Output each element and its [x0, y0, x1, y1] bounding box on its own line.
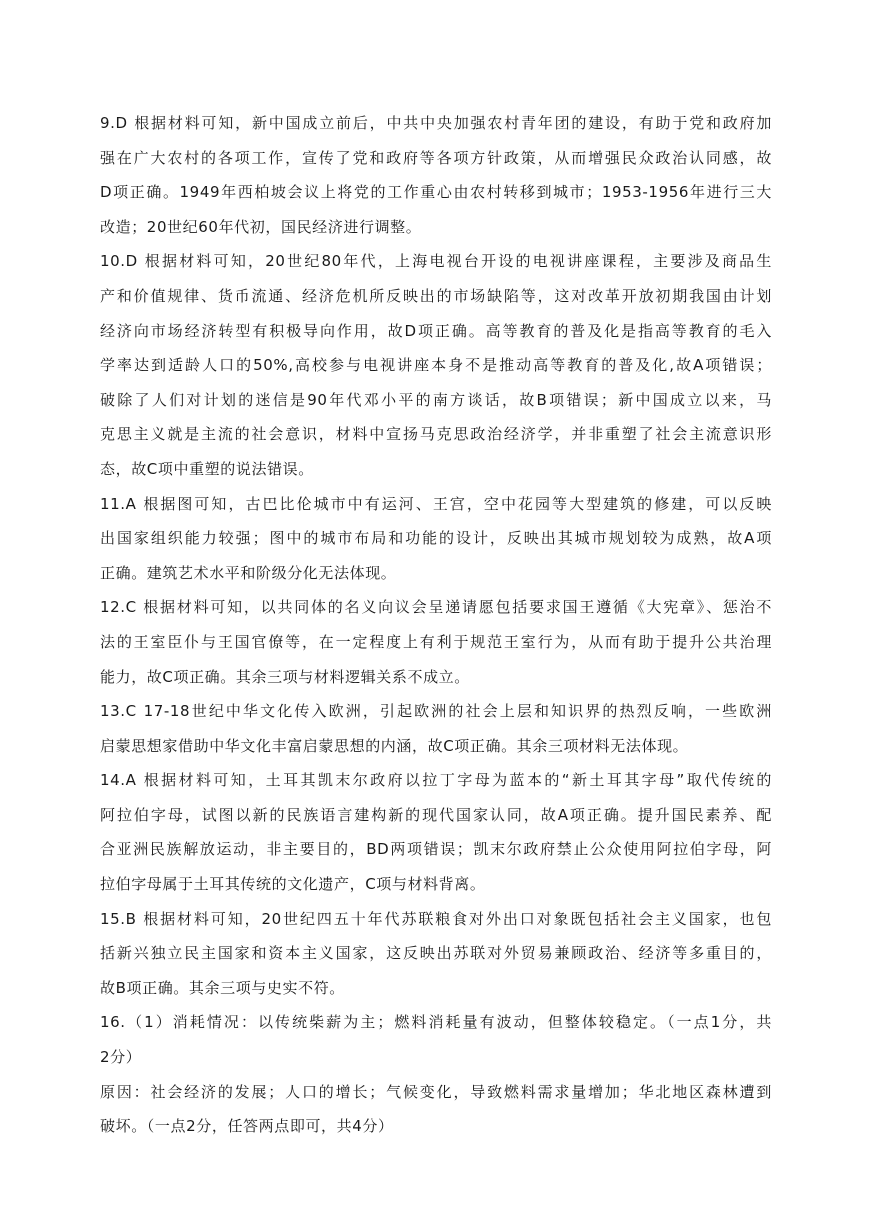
text-line: 出国家组织能力较强；图中的城市布局和功能的设计，反映出其城市规划较为成熟，故A项: [100, 529, 772, 548]
text-line: 16.（1）消耗情况：以传统柴薪为主；燃料消耗量有波动，但整体较稳定。（一点1分，共: [100, 1013, 772, 1032]
text-line: 14.A 根据材料可知，土耳其凯末尔政府以拉丁字母为蓝本的“新土耳其字母”取代传统的: [100, 771, 772, 790]
answer-paragraph-q12: [100, 590, 772, 694]
text-line: 启蒙思想家借助中华文化丰富启蒙思想的内涵，故C项正确。其余三项材料无法体现。: [100, 736, 689, 755]
text-line: 经济向市场经济转型有积极导向作用，故D项正确。高等教育的普及化是指高等教育的毛入: [100, 321, 772, 340]
text-line: 态，故C项中重塑的说法错误。: [100, 459, 314, 478]
text-line: D项正确。1949年西柏坡会议上将党的工作重心由农村转移到城市；1953-1956年进行三大: [100, 183, 772, 202]
text-line: 学率达到适龄人口的50%,高校参与电视讲座本身不是推动高等教育的普及化,故A项错误；: [100, 356, 772, 375]
text-line: 正确。建筑艺术水平和阶级分化无法体现。: [100, 563, 397, 582]
answer-paragraph-q14: [100, 763, 772, 901]
text-line: 12.C 根据材料可知，以共同体的名义向议会呈递请愿包括要求国王遵循《大宪章》、惩治不: [100, 598, 772, 617]
text-line: 13.C 17-18世纪中华文化传入欧洲，引起欧洲的社会上层和知识界的热烈反响，一些欧洲: [100, 702, 772, 721]
answer-document: [100, 106, 772, 1144]
text-line: 9.D 根据材料可知，新中国成立前后，中共中央加强农村青年团的建设，有助于党和政府加: [100, 114, 772, 132]
answer-paragraph-q13: [100, 694, 772, 763]
text-line: 克思主义就是主流的社会意识，材料中宣扬马克思政治经济学，并非重塑了社会主流意识形: [100, 425, 772, 444]
text-line: 合亚洲民族解放运动，非主要目的，BD两项错误；凯末尔政府禁止公众使用阿拉伯字母，阿: [100, 840, 772, 859]
answer-paragraph-q11: [100, 487, 772, 591]
text-line: 故B项正确。其余三项与史实不符。: [100, 978, 345, 997]
text-line: 原因：社会经济的发展；人口的增长；气候变化，导致燃料需求量增加；华北地区森林遭到: [100, 1082, 772, 1101]
text-line: 能力，故C项正确。其余三项与材料逻辑关系不成立。: [100, 667, 470, 686]
answer-body: [100, 106, 772, 1144]
answer-paragraph-q15: [100, 902, 772, 1006]
text-line: 2分）: [100, 1048, 142, 1067]
answer-paragraph-q16a: [100, 1005, 772, 1074]
answer-paragraph-q9: [100, 106, 772, 244]
text-line: 法的王室臣仆与王国官僚等，在一定程度上有利于规范王室行为，从而有助于提升公共治理: [100, 632, 772, 651]
text-line: 15.B 根据材料可知，20世纪四五十年代苏联粮食对外出口对象既包括社会主义国家，也包: [100, 909, 772, 928]
text-line: 11.A 根据图可知，古巴比伦城市中有运河、王宫，空中花园等大型建筑的修建，可以反映: [100, 494, 772, 513]
text-line: 破坏。（一点2分，任答两点即可，共4分）: [100, 1117, 394, 1136]
text-line: 强在广大农村的各项工作，宣传了党和政府等各项方针政策，从而增强民众政治认同感，故: [100, 148, 772, 167]
text-line: 10.D 根据材料可知，20世纪80年代，上海电视台开设的电视讲座课程，主要涉及商品生: [100, 252, 772, 271]
text-line: 改造；20世纪60年代初，国民经济进行调整。: [100, 217, 422, 236]
text-line: 破除了人们对计划的迷信是90年代邓小平的南方谈话，故B项错误；新中国成立以来，马: [100, 390, 772, 409]
answer-paragraph-q10: [100, 244, 772, 486]
answer-paragraph-q16b: [100, 1075, 772, 1144]
text-line: 括新兴独立民主国家和资本主义国家，这反映出苏联对外贸易兼顾政治、经济等多重目的，: [100, 944, 772, 963]
text-line: 产和价值规律、货币流通、经济危机所反映出的市场缺陷等，这对改革开放初期我国由计划: [100, 286, 772, 305]
text-line: 阿拉伯字母，试图以新的民族语言建构新的现代国家认同，故A项正确。提升国民素养、配: [100, 805, 772, 824]
text-line: 拉伯字母属于土耳其传统的文化遗产，C项与材料背离。: [100, 875, 486, 894]
